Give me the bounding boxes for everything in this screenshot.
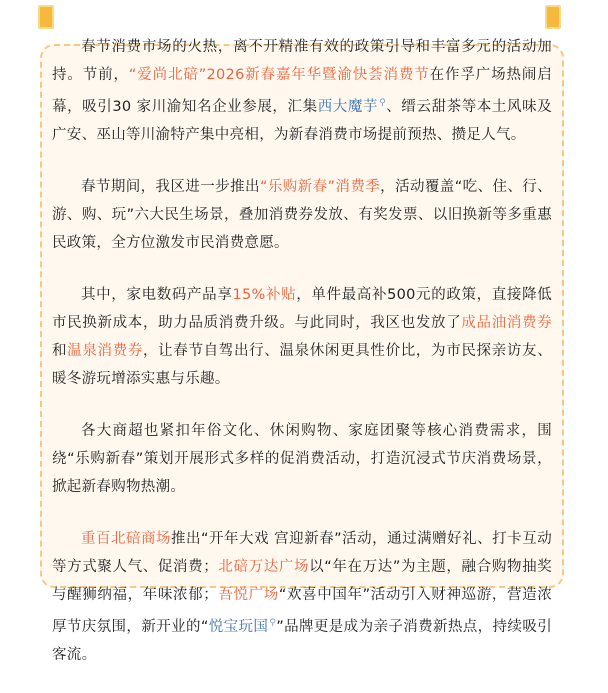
p5-text-3: “欢喜中国年”活动引入财神巡游，营造浓厚节庆氛围，新开业的“ xyxy=(52,586,552,635)
search-icon[interactable]: ⚲ xyxy=(379,98,386,108)
p3-text-3: 和 xyxy=(52,342,68,359)
p2-text-1: 春节期间，我区进一步推出 xyxy=(81,178,260,195)
paragraph-1 xyxy=(52,33,552,149)
p5-highlight-chongbai: 重百北碚商场 xyxy=(81,530,172,547)
p3-text-2: ，单件最高补500元的政策，直接降低市民换新成本，助力品质消费升级。与此同时，我区也发放了 xyxy=(52,286,553,331)
p3-highlight-spa-voucher: 温泉消费券 xyxy=(67,342,143,359)
p1-highlight-event: “爱尚北碚”2026新春嘉年华暨渝快荟消费节 xyxy=(128,67,430,83)
p1-text-3: 、缙云甜茶等本土风味及广安、巫山等川渝特产集中亮相，为新春消费市场提前预热、攒足人气。 xyxy=(52,98,553,143)
p5-text-2: 以“年在万达”为主题，融合购物抽奖与醒狮纳福，年味浓郁； xyxy=(52,558,552,603)
p2-text-2: ，活动覆盖“吃、住、行、游、购、玩”六大民生场景，叠加消费券发放、有奖发票、以旧换新等多重惠民政策，全方位激发市民消费意愿。 xyxy=(52,178,552,251)
paragraph-4 xyxy=(52,417,552,501)
p3-highlight-subsidy: 15%补贴 xyxy=(232,286,297,303)
p1-text-1: 春节消费市场的火热，离不开精准有效的政策引导和丰富多元的活动加持。节前， xyxy=(52,39,552,83)
p5-text-4: ”品牌更是成为亲子消费新热点，持续吸引客流。 xyxy=(52,618,553,663)
search-link-yuebao-wanguo[interactable]: 悦宝玩国 xyxy=(208,618,269,635)
p2-highlight-season: “乐购新春”消费季 xyxy=(259,178,381,195)
p3-text-1: 其中，家电数码产品享 xyxy=(81,286,233,303)
p4-text-1: 各大商超也紧扣年俗文化、休闲购物、家庭团聚等核心消费需求，围绕“乐购新春”策划开展形式多样的促消费活动，打造沉浸式节庆消费场景，掀起新春购物热潮。 xyxy=(52,422,552,495)
decor-tab-right xyxy=(545,5,561,29)
paragraph-3 xyxy=(52,281,552,393)
search-link-xida-moyu[interactable]: 西大魔芋 xyxy=(317,98,379,115)
p3-text-4: ，让春节自驾出行、温泉休闲更具性价比，为市民探亲访友、暖冬游玩增添实惠与乐趣。 xyxy=(52,342,552,387)
article-body xyxy=(52,33,552,693)
p5-highlight-wuyue: 吾悦广场 xyxy=(218,586,279,603)
p5-highlight-wanda: 北碚万达广场 xyxy=(218,558,310,575)
p1-text-2: 在作孚广场热闹启幕，吸引30 家川渝知名企业参展，汇集 xyxy=(52,67,552,115)
p5-text-1: 推出“开年大戏 宫迎新春”活动，通过满赠好礼、打卡互动等方式聚人气、促消费； xyxy=(52,530,552,575)
decor-tab-left xyxy=(38,5,54,29)
search-icon[interactable]: ⚲ xyxy=(269,617,277,628)
p3-highlight-fuel-voucher: 成品油消费券 xyxy=(461,314,552,331)
paragraph-2 xyxy=(52,173,552,257)
paragraph-5 xyxy=(52,525,552,669)
